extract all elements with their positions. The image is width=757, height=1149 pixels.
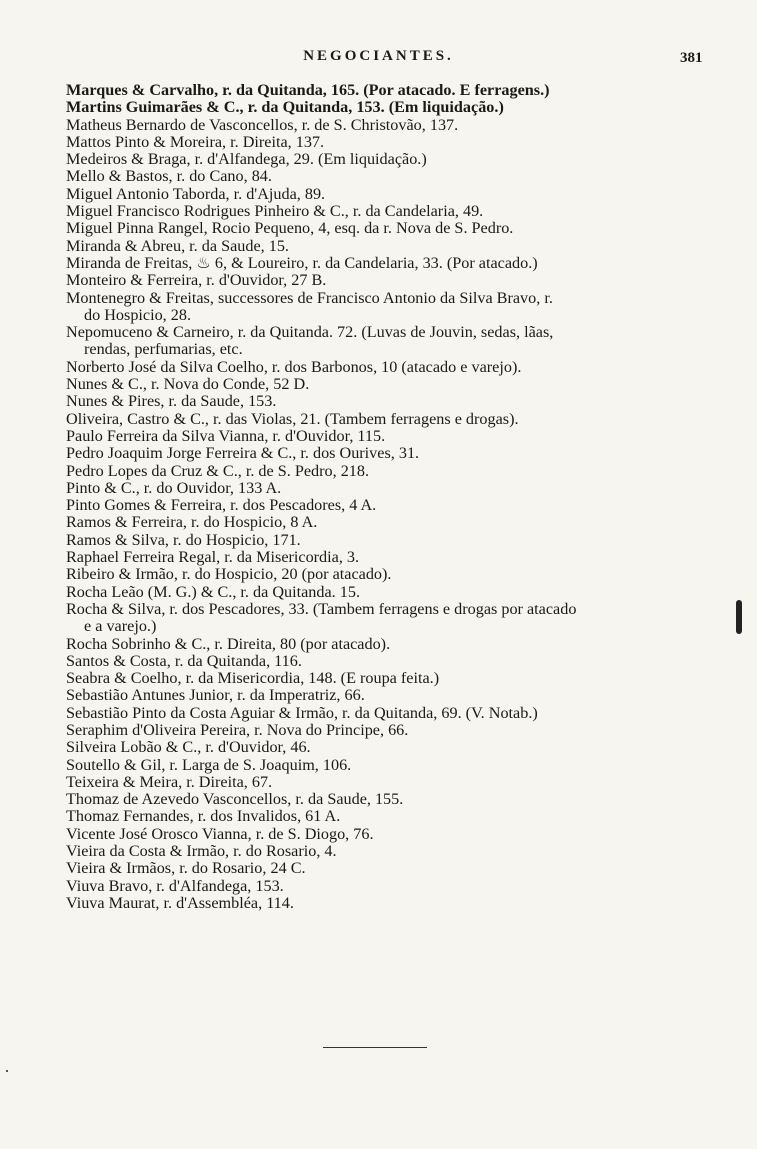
list-item: Santos & Costa, r. da Quitanda, 116. [66,651,302,670]
list-item: Thomaz de Azevedo Vasconcellos, r. da Saude, 155. [66,790,404,809]
list-item: Rocha & Silva, r. dos Pescadores, 33. (Tambem ferragens e drogas por atacado [66,599,577,618]
list-item: Vieira da Costa & Irmão, r. do Rosario, 4. [66,842,337,861]
list-item: Ramos & Ferreira, r. do Hospicio, 8 A. [66,513,318,532]
list-item: Nunes & C., r. Nova do Conde, 52 D. [66,375,310,394]
list-item: Pedro Lopes da Cruz & C., r. de S. Pedro, 218. [66,461,370,480]
list-item-continuation: e a varejo.) [84,617,157,636]
list-item: Mello & Bastos, r. do Cano, 84. [66,167,272,186]
closing-rule [323,1047,427,1048]
list-item: Pinto Gomes & Ferreira, r. dos Pescadores, 4 A. [66,496,377,515]
list-item: Seraphim d'Oliveira Pereira, r. Nova do Principe, 66. [66,720,409,739]
list-item: Sebastião Antunes Junior, r. da Imperatriz, 66. [66,686,365,705]
list-item-continuation: rendas, perfumarias, etc. [84,340,243,359]
list-item: Vicente José Orosco Vianna, r. de S. Diogo, 76. [66,824,374,843]
list-item: Martins Guimarães & C., r. da Quitanda, 153. (Em liquidação.) [66,98,504,117]
list-item: Oliveira, Castro & C., r. das Violas, 21. (Tambem ferragens e drogas). [66,409,519,428]
list-item: Nepomuceno & Carneiro, r. da Quitanda. 72. (Luvas de Jouvin, sedas, lãas, [66,323,554,342]
list-item: Rocha Sobrinho & C., r. Direita, 80 (por atacado). [66,634,391,653]
list-item: Monteiro & Ferreira, r. d'Ouvidor, 27 B. [66,271,327,290]
list-item: Silveira Lobão & C., r. d'Ouvidor, 46. [66,738,311,757]
list-item: Miguel Pinna Rangel, Rocio Pequeno, 4, esq. da r. Nova de S. Pedro. [66,219,514,238]
ink-speck [6,1070,8,1072]
list-item-continuation: do Hospicio, 28. [84,305,192,324]
list-item: Marques & Carvalho, r. da Quitanda, 165. (Por atacado. E ferragens.) [66,81,550,99]
list-item: Matheus Bernardo de Vasconcellos, r. de S. Christovão, 137. [66,115,459,134]
list-item: Vieira & Irmãos, r. do Rosario, 24 C. [66,859,306,878]
list-item: Teixeira & Meira, r. Direita, 67. [66,772,273,791]
list-item: Sebastião Pinto da Costa Aguiar & Irmão, r. da Quitanda, 69. (V. Notab.) [66,703,538,722]
list-item: Pinto & C., r. do Ouvidor, 133 A. [66,478,282,497]
list-item: Norberto José da Silva Coelho, r. dos Barbonos, 10 (atacado e varejo). [66,357,522,376]
list-item: Seabra & Coelho, r. da Misericordia, 148. (E roupa feita.) [66,669,440,688]
list-item: Nunes & Pires, r. da Saude, 153. [66,392,277,411]
list-item: Soutello & Gil, r. Larga de S. Joaquim, 106. [66,755,352,774]
list-item: Ramos & Silva, r. do Hospicio, 171. [66,530,301,549]
list-item: Rocha Leão (M. G.) & C., r. da Quitanda. 15. [66,582,361,601]
list-item: Paulo Ferreira da Silva Vianna, r. d'Ouvidor, 115. [66,426,386,445]
list-item: Ribeiro & Irmão, r. do Hospicio, 20 (por atacado). [66,565,392,584]
list-item: Miguel Francisco Rodrigues Pinheiro & C., r. da Candelaria, 49. [66,202,484,221]
list-item: Medeiros & Braga, r. d'Alfandega, 29. (Em liquidação.) [66,150,427,169]
list-item: Mattos Pinto & Moreira, r. Direita, 137. [66,132,325,151]
list-item: Viuva Bravo, r. d'Alfandega, 153. [66,876,284,895]
merchant-list [66,82,716,912]
list-item: Thomaz Fernandes, r. dos Invalidos, 61 A. [66,807,341,826]
list-item: Raphael Ferreira Regal, r. da Misericordia, 3. [66,548,360,567]
list-item: Miranda & Abreu, r. da Saude, 15. [66,236,289,255]
list-item: Miguel Antonio Taborda, r. d'Ajuda, 89. [66,184,326,203]
list-item: Miranda de Freitas, ♨ 6, & Loureiro, r. da Candelaria, 33. (Por atacado.) [66,253,538,272]
ink-blot [736,600,742,634]
list-item: Pedro Joaquim Jorge Ferreira & C., r. dos Ourives, 31. [66,444,420,463]
page-heading: NEGOCIANTES. [303,48,454,64]
list-item: Montenegro & Freitas, successores de Francisco Antonio da Silva Bravo, r. [66,288,553,307]
list-item: Viuva Maurat, r. d'Assembléa, 114. [66,893,294,912]
page-number: 381 [680,50,703,66]
